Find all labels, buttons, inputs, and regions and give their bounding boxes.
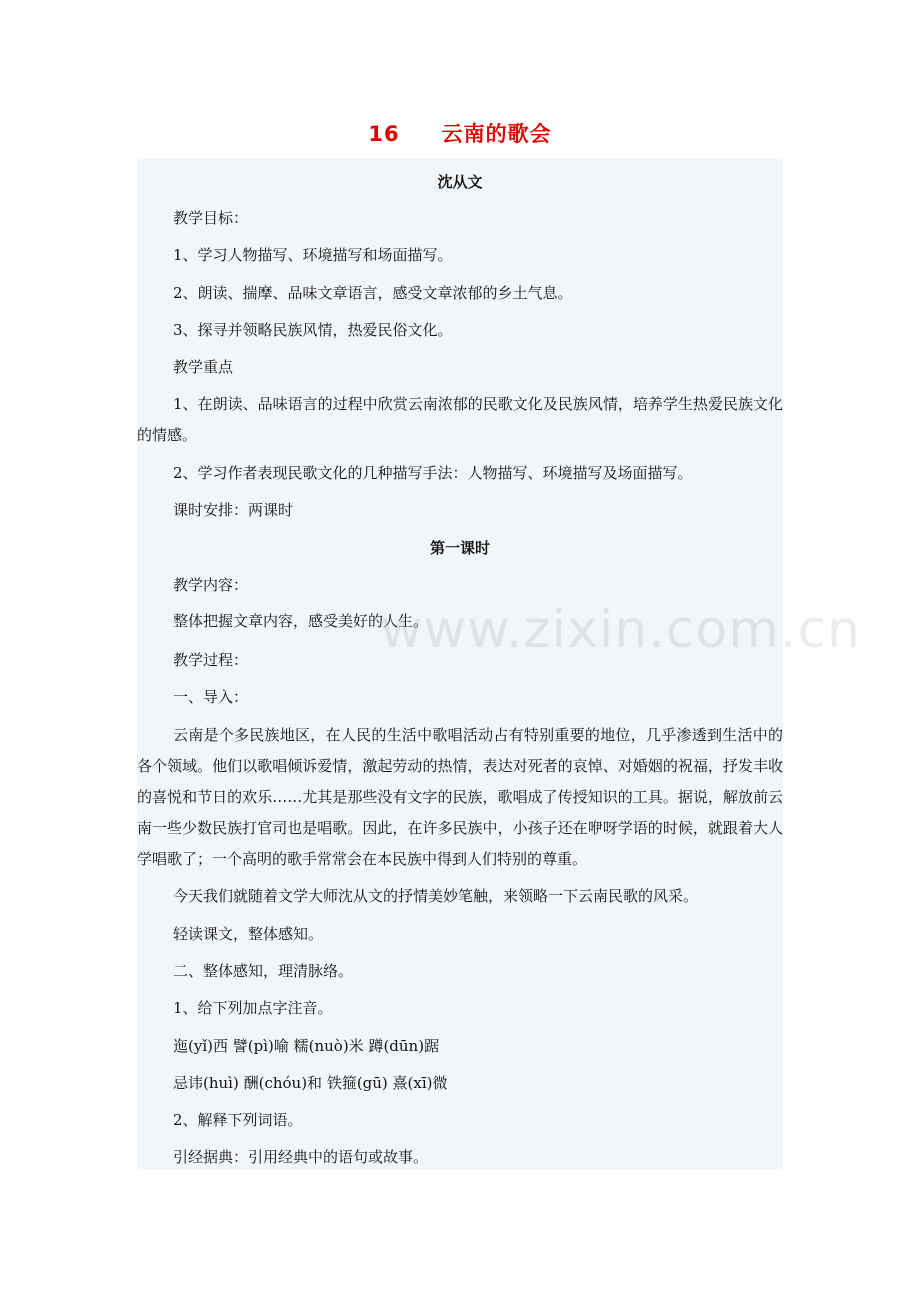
intro-heading: 一、导入：: [173, 688, 249, 706]
task-2: 2、解释下列词语。: [173, 1111, 303, 1129]
lesson-title-text: 云南的歌会: [441, 122, 552, 146]
intro-paragraph: 云南是个多民族地区，在人民的生活中歌唱活动占有特别重要的地位，几乎渗透到生活中的各个领域。他们以歌唱倾诉爱情，激起劳动的热情，表达对死者的哀悼、对婚姻的祝福，抒发丰收的喜悦和节日的欢乐……尤其是那些没有文字的民族，歌唱成了传授知识的工具。据说，解放前云南一些少数民族打官司也是唱歌。因此，在许多民族中，小孩子还在咿呀学语的时候，就跟着大人学唱歌了；一个高明的歌手常常会在本民族中得到人们特别的尊重。: [137, 726, 783, 868]
pinyin-row: 迤(yǐ)西 譬(pì)喻 糯(nuò)米 蹲(dūn)踞: [173, 1037, 440, 1055]
lesson-number: 16: [368, 122, 400, 146]
focus-item: 1、在朗读、品味语言的过程中欣赏云南浓郁的民歌文化及民族风情，培养学生热爱民族文化的情感。: [137, 395, 783, 444]
goals-heading: 教学目标：: [173, 209, 249, 227]
goal-item: 1、学习人物描写、环境描写和场面描写。: [173, 246, 453, 264]
schedule: 课时安排：两课时: [173, 501, 294, 519]
focus-heading: 教学重点: [173, 358, 234, 376]
process-heading: 教学过程：: [173, 651, 249, 669]
definition: 引经据典：引用经典中的语句或故事。: [173, 1148, 429, 1166]
lesson-title: [0, 118, 920, 148]
lesson-heading: 第一课时: [429, 539, 490, 557]
pinyin-row: 忌讳(huì) 酬(chóu)和 铁箍(gū) 熹(xī)微: [173, 1074, 448, 1092]
goal-item: 3、探寻并领略民族风情，热爱民俗文化。: [173, 321, 453, 339]
content-text: 整体把握文章内容，感受美好的人生。: [173, 612, 429, 630]
content-heading: 教学内容：: [173, 576, 249, 594]
focus-item: 2、学习作者表现民歌文化的几种描写手法：人物描写、环境描写及场面描写。: [173, 464, 693, 482]
watermark: www.zixin.com.cn: [380, 600, 861, 660]
read-instruction: 轻读课文，整体感知。: [173, 925, 324, 943]
intro-today: 今天我们就随着文学大师沈从文的抒情美妙笔触，来领略一下云南民歌的风采。: [173, 887, 699, 905]
goal-item: 2、朗读、揣摩、品味文章语言，感受文章浓郁的乡土气息。: [173, 284, 573, 302]
author: 沈从文: [437, 173, 483, 191]
task-1: 1、给下列加点字注音。: [173, 999, 333, 1017]
section2-heading: 二、整体感知，理清脉络。: [173, 962, 354, 980]
